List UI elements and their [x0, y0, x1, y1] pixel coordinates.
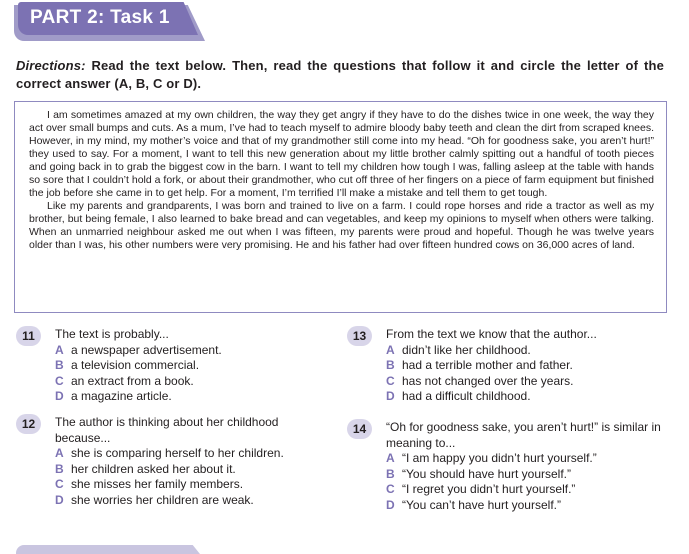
option-letter: B	[386, 358, 395, 373]
option-text: has not changed over the years.	[402, 373, 574, 388]
question-14	[347, 419, 672, 519]
option-letter: A	[55, 446, 64, 461]
option-c[interactable]	[55, 374, 335, 390]
reading-passage	[14, 101, 667, 313]
option-c[interactable]	[55, 477, 337, 493]
directions-lead: Directions:	[16, 58, 86, 73]
option-text: she is comparing herself to her children.	[71, 446, 284, 461]
option-b[interactable]	[386, 467, 671, 483]
option-text: she misses her family members.	[71, 477, 244, 492]
option-letter: A	[386, 451, 395, 466]
option-letter: A	[386, 342, 395, 357]
question-stem: The text is probably...	[55, 327, 169, 341]
option-text: a television commercial.	[71, 358, 200, 373]
option-text: a magazine article.	[71, 389, 172, 404]
option-c[interactable]	[386, 374, 666, 390]
option-letter: D	[386, 389, 395, 404]
option-letter: C	[55, 477, 64, 492]
option-text: “I am happy you didn’t hurt yourself.”	[402, 451, 597, 466]
question-number-badge: 12	[16, 414, 41, 434]
option-letter: B	[386, 466, 395, 481]
question-13	[347, 326, 667, 406]
page-title: PART 2: Task 1	[30, 7, 170, 28]
option-text: “You should have hurt yourself.”	[402, 466, 571, 481]
option-b[interactable]	[55, 358, 335, 374]
option-letter: D	[386, 497, 395, 512]
directions	[16, 57, 664, 93]
option-c[interactable]	[386, 482, 671, 498]
option-a[interactable]	[386, 451, 671, 467]
option-letter: C	[386, 482, 395, 497]
passage-paragraph-1: I am sometimes amazed at my own children, the way they get angry if they have to do the dishes twice in one week, the way they act over small bumps and cuts. As a mum, I’ve had to teach myself to admire bloody baby teeth and clean the dirt from scraped knees. However, in my mind, my mother’s voice and that of my grandmother still come into my head. “Oh for goodness sake, you aren’t hurt!” they used to say. For a moment, I want to tell this new generation about my little brother calmly spitting out a handful of tooth pieces and going back in to grab the biggest cow in the barn. I want to tell my children how tough I was, falling asleep at the table with hands so sore that I couldn’t hold a fork, or about their grandmother, who cut off three of her fingers on a piece of farm equipment but finished the job before she came in to get help. For a moment, I’m terrified I’ll make a mistake and tell them to get tough.	[29, 109, 654, 200]
option-text: an extract from a book.	[71, 373, 194, 388]
option-letter: D	[55, 492, 64, 507]
option-d[interactable]	[55, 493, 337, 509]
option-text: had a difficult childhood.	[402, 389, 531, 404]
option-text: had a terrible mother and father.	[402, 358, 573, 373]
question-number-badge: 14	[347, 419, 372, 439]
option-text: a newspaper advertisement.	[71, 342, 222, 357]
option-a[interactable]	[55, 446, 337, 462]
option-d[interactable]	[386, 389, 666, 405]
question-11	[16, 326, 326, 406]
option-a[interactable]	[386, 343, 666, 359]
option-letter: A	[55, 342, 64, 357]
option-text: she worries her children are weak.	[71, 492, 254, 507]
option-d[interactable]	[55, 389, 335, 405]
passage-paragraph-2: Like my parents and grandparents, I was born and trained to live on a farm. I could rope horses and ride a tractor as well as my brother, but being female, I also learned to bake bread and can vegetables, and keep my opinions to myself when others were talking. When an unmarried neighbour asked me out when I was fifteen, my parents were proud and hopeful. Though he was twelve years older than I was, his other numbers were very promising. He and his father had over fifteen hundred cows on 36,000 acres of land.	[29, 200, 654, 252]
option-letter: C	[55, 373, 64, 388]
question-number-badge: 13	[347, 326, 372, 346]
footer-band	[16, 545, 204, 554]
option-letter: B	[55, 358, 64, 373]
question-12	[16, 414, 336, 514]
option-letter: B	[55, 461, 64, 476]
question-stem: From the text we know that the author...	[386, 327, 597, 341]
option-letter: D	[55, 389, 64, 404]
option-text: didn’t like her childhood.	[402, 342, 531, 357]
directions-text: Read the text below. Then, read the questions that follow it and circle the letter of the correct answer (A, B, C or D).	[16, 58, 664, 91]
option-text: “I regret you didn’t hurt yourself.”	[402, 482, 576, 497]
question-stem: “Oh for goodness sake, you aren’t hurt!” is similar in meaning to...	[386, 420, 661, 450]
option-letter: C	[386, 373, 395, 388]
option-a[interactable]	[55, 343, 335, 359]
option-d[interactable]	[386, 498, 671, 514]
option-b[interactable]	[386, 358, 666, 374]
option-text: her children asked her about it.	[71, 461, 236, 476]
option-b[interactable]	[55, 462, 337, 478]
option-text: “You can’t have hurt yourself.”	[402, 497, 561, 512]
question-stem: The author is thinking about her childhood because...	[55, 415, 279, 445]
question-number-badge: 11	[16, 326, 41, 346]
